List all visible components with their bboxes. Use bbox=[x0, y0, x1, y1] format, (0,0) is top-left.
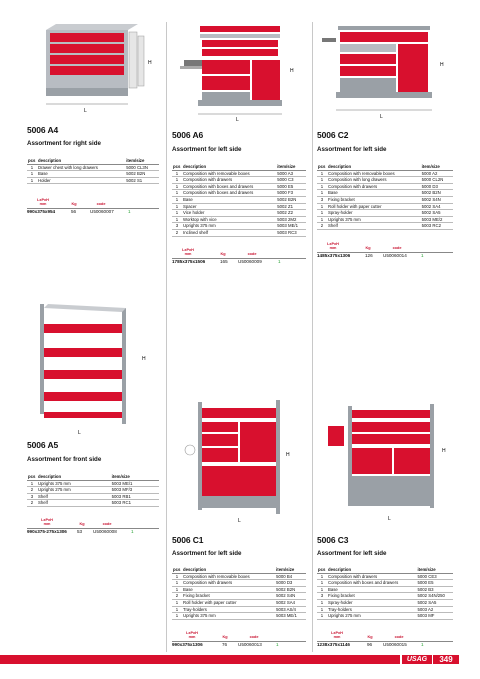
dim-label-h: H bbox=[440, 62, 444, 68]
table-row: 1 Composition with removable boxes 5000 A2 bbox=[317, 170, 453, 177]
table-row: 1 Vice holder 5002 Z2 bbox=[172, 210, 306, 217]
table-row: 1 Uprights 375 mm 5003 ME/2 bbox=[317, 216, 453, 223]
footer-kg: 165 bbox=[220, 259, 228, 264]
product-code: 5006 A4 bbox=[27, 125, 59, 135]
table-row: 3 Fixing bracket 5002 S4N bbox=[317, 196, 453, 203]
product-subtitle: Assortment for left side bbox=[317, 550, 387, 557]
spec-table: pcs description item/size 1 Composition with removable boxes 5000 B4 1 Composition with drawers 5000 D3 1 Base 5002 B2N 2 Fixing bracket 5002 S4N 1 Roll holder with paper cutter 5002 SA4 1 Tray-holders 5003 AS/4 1 Uprights 375 mm 5003 ME/1 bbox=[172, 567, 306, 620]
footer-qty: 1 bbox=[131, 529, 134, 534]
table-row: 1 Composition with boxes and drawers 5000 F3 bbox=[172, 190, 306, 197]
footer-dims: 990x375x1306 bbox=[172, 642, 203, 647]
product-image bbox=[176, 396, 306, 526]
spec-table bbox=[27, 158, 159, 184]
table-row: 1 Base 5002 B2N bbox=[27, 171, 159, 178]
footer-code-header: code bbox=[96, 202, 106, 206]
table-row: 1 Holder 5002 S1 bbox=[27, 177, 159, 184]
table-row: 1 Base 5002 B2N bbox=[317, 190, 453, 197]
footer-qty: 1 bbox=[276, 642, 279, 647]
spec-table: pcs description item/size 1 Composition with removable boxes 5000 A3 1 Composition with drawers 5000 C3 1 Composition with boxes and drawers 5000 E5 1 Composition with boxes and drawers 5000 F3 1 Base 5002 B2N 1 Spacer 5002 Z1 1 Vice holder 5002 Z2 1 Worktop with vice 5003 2M2 3 Uprights 375 mm 5003 ME/1 2 Inclined shelf 5003 RC3 bbox=[172, 164, 306, 237]
product-subtitle: Assortment for left side bbox=[172, 146, 242, 153]
product-code: 5006 C1 bbox=[172, 535, 204, 545]
table-row: 1 Base 5002 B3 bbox=[317, 586, 453, 593]
product-footer bbox=[27, 198, 159, 218]
table-row: 1 Roll holder with paper cutter 5002 SA4 bbox=[172, 599, 306, 606]
footer-dims: 990x375x954 bbox=[27, 209, 56, 214]
column-divider bbox=[166, 22, 167, 652]
table-row: 1 Tray-holders 5003 AS/4 bbox=[172, 606, 306, 613]
dim-label-l: L bbox=[380, 114, 383, 120]
table-row: 2 Inclined shelf 5003 RC3 bbox=[172, 229, 306, 236]
table-row: 1 Uprights 375 mm 5003 ME/1 bbox=[172, 613, 306, 620]
footer-dims: 990x375-275x1306 bbox=[27, 529, 67, 534]
table-row: 1 Base 5002 B2N bbox=[172, 196, 306, 203]
dim-label-l: L bbox=[84, 108, 87, 114]
table-row: 1 Composition with drawers 5000 C3 bbox=[172, 177, 306, 184]
table-row: 3 Shelf 5003 RB1 bbox=[27, 493, 159, 500]
table-row: 2 Uprights 275 mm 5003 MF/3 bbox=[27, 487, 159, 494]
footer-kg: 96 bbox=[367, 642, 373, 647]
table-row: 1 Composition with boxes and drawers 5000 E5 bbox=[172, 183, 306, 190]
dim-label-l: L bbox=[78, 430, 81, 436]
table-row: 1 Base 5002 B2N bbox=[172, 586, 306, 593]
brand-bar bbox=[0, 655, 400, 664]
footer-code: U50060008 bbox=[93, 529, 117, 534]
footer-code: U50060014 bbox=[383, 253, 407, 258]
product-image bbox=[318, 396, 458, 526]
footer-code: U50060015 bbox=[383, 642, 407, 647]
table-row: 1 Worktop with vice 5003 2M2 bbox=[172, 216, 306, 223]
product-image bbox=[38, 22, 158, 122]
product-footer: LxPxH mm Kg code 990x375x1306 76 U50060013 1 bbox=[172, 631, 279, 647]
dim-label-h: H bbox=[290, 68, 294, 74]
dim-label-h: H bbox=[442, 448, 446, 454]
footer-dims: 1785x375x1506 bbox=[172, 259, 206, 264]
product-image bbox=[30, 300, 160, 440]
spec-table: pcs description item/size 1 Uprights 375 mm 5003 ME/1 2 Uprights 275 mm 5003 MF/3 3 Shelf 5003 RB1 2 Shelf 5003 RC1 bbox=[27, 474, 159, 507]
footer-code: U50060009 bbox=[238, 259, 262, 264]
col-item: item/size bbox=[125, 158, 159, 164]
table-row: 1 Composition with boxes and drawers 5000 E5 bbox=[317, 580, 453, 587]
spec-table: pcs description item/size 1 Composition with removable boxes 5000 A2 1 Composition with long drawers 5000 CL2N 1 Composition with drawers 5000 D3 1 Base 5002 B2N 3 Fixing bracket 5002 S4N 1 Roll holder with paper cutter 5002 SA4 1 Spray-holder 5002 SA5 1 Uprights 375 mm 5003 ME/2 2 Shelf 5003 RC2 bbox=[317, 164, 453, 230]
brand-logo: USAG bbox=[402, 655, 432, 664]
product-footer: LxPxH mm Kg code 1485x375x1306 126 U50060014 1 bbox=[317, 242, 424, 258]
footer-qty: 1 bbox=[128, 209, 131, 214]
footer-kg: 56 bbox=[71, 209, 77, 214]
footer-code: U50060013 bbox=[238, 642, 262, 647]
footer-dims: 1485x375x1306 bbox=[317, 253, 351, 258]
product-subtitle: Assortment for left side bbox=[172, 550, 242, 557]
table-row: 1 Spacer 5002 Z1 bbox=[172, 203, 306, 210]
table-row: 1 Spray-holder 5002 SA5 bbox=[317, 599, 453, 606]
product-subtitle: Assortment for front side bbox=[27, 456, 102, 463]
dim-label-h: H bbox=[142, 356, 146, 362]
table-row: 2 Fixing bracket 5002 S4N bbox=[172, 593, 306, 600]
page-number: 349 bbox=[433, 655, 459, 664]
table-row: 2 Shelf 5003 RC2 bbox=[317, 223, 453, 230]
table-row: 1 Composition with drawers 5000 CE3 bbox=[317, 573, 453, 580]
table-row: 1 Composition with drawers 5000 D3 bbox=[317, 183, 453, 190]
footer-kg: 76 bbox=[222, 642, 228, 647]
table-row: 3 Uprights 375 mm 5003 ME/1 bbox=[172, 223, 306, 230]
footer-dims: 1238x375x1146 bbox=[317, 642, 350, 647]
table-row: 1 Composition with long drawers 5000 CL2N bbox=[317, 177, 453, 184]
product-code: 5006 A5 bbox=[27, 440, 59, 450]
dim-label-l: L bbox=[388, 516, 391, 522]
table-row: 1 Drawer chest with long drawers 5000 CL3N bbox=[27, 164, 159, 171]
footer-dims-header: LxPxH mm bbox=[37, 198, 49, 207]
product-code: 5006 C2 bbox=[317, 130, 349, 140]
dim-label-l: L bbox=[236, 117, 239, 123]
table-row: 2 Shelf 5003 RC1 bbox=[27, 500, 159, 507]
dim-label-h: H bbox=[286, 452, 290, 458]
footer-qty: 1 bbox=[421, 253, 424, 258]
footer-kg: 53 bbox=[77, 529, 83, 534]
product-image bbox=[316, 22, 456, 128]
footer-qty: 1 bbox=[421, 642, 424, 647]
spec-table: pcs description item/size 1 Composition with drawers 5000 CE3 1 Composition with boxes and drawers 5000 E5 1 Base 5002 B3 3 Fixing bracket 5002 S4N/250 1 Spray-holder 5002 SA5 1 Tray-holders 5003 A2 1 Uprights 275 mm 5003 MF bbox=[317, 567, 453, 620]
table-row: 1 Composition with drawers 5000 D3 bbox=[172, 580, 306, 587]
table-row: 1 Composition with removable boxes 5000 B4 bbox=[172, 573, 306, 580]
table-row: 3 Fixing bracket 5002 S4N/250 bbox=[317, 593, 453, 600]
product-footer: LxPxH mm Kg code 990x375-275x1306 53 U50060008 1 bbox=[27, 518, 134, 534]
table-row: 1 Roll holder with paper cutter 5002 SA4 bbox=[317, 203, 453, 210]
product-subtitle: Assortment for left side bbox=[317, 146, 387, 153]
table-row: 1 Composition with removable boxes 5000 A3 bbox=[172, 170, 306, 177]
col-pcs: pcs bbox=[28, 158, 36, 163]
product-code: 5006 C3 bbox=[317, 535, 349, 545]
product-footer: LxPxH mm Kg code 1785x375x1506 165 U50060009 1 bbox=[172, 248, 281, 264]
product-code: 5006 A6 bbox=[172, 130, 204, 140]
footer-code: U50060007 bbox=[90, 209, 114, 214]
table-row: 1 Uprights 275 mm 5003 MF bbox=[317, 613, 453, 620]
table-row: 1 Uprights 375 mm 5003 ME/1 bbox=[27, 480, 159, 487]
footer-qty: 1 bbox=[278, 259, 281, 264]
col-description: description bbox=[37, 158, 125, 164]
column-divider bbox=[312, 22, 313, 652]
table-row: 1 Tray-holders 5003 A2 bbox=[317, 606, 453, 613]
product-subtitle: Assortment for right side bbox=[27, 140, 101, 147]
footer-kg-header: Kg bbox=[71, 202, 77, 206]
product-footer: LxPxH mm Kg code 1238x375x1146 96 U50060015 1 bbox=[317, 631, 424, 647]
dim-label-h: H bbox=[148, 60, 152, 66]
product-image bbox=[174, 22, 309, 124]
table-row: 1 Spray-holder 5002 SA5 bbox=[317, 210, 453, 217]
dim-label-l: L bbox=[238, 518, 241, 524]
footer-kg: 126 bbox=[365, 253, 373, 258]
